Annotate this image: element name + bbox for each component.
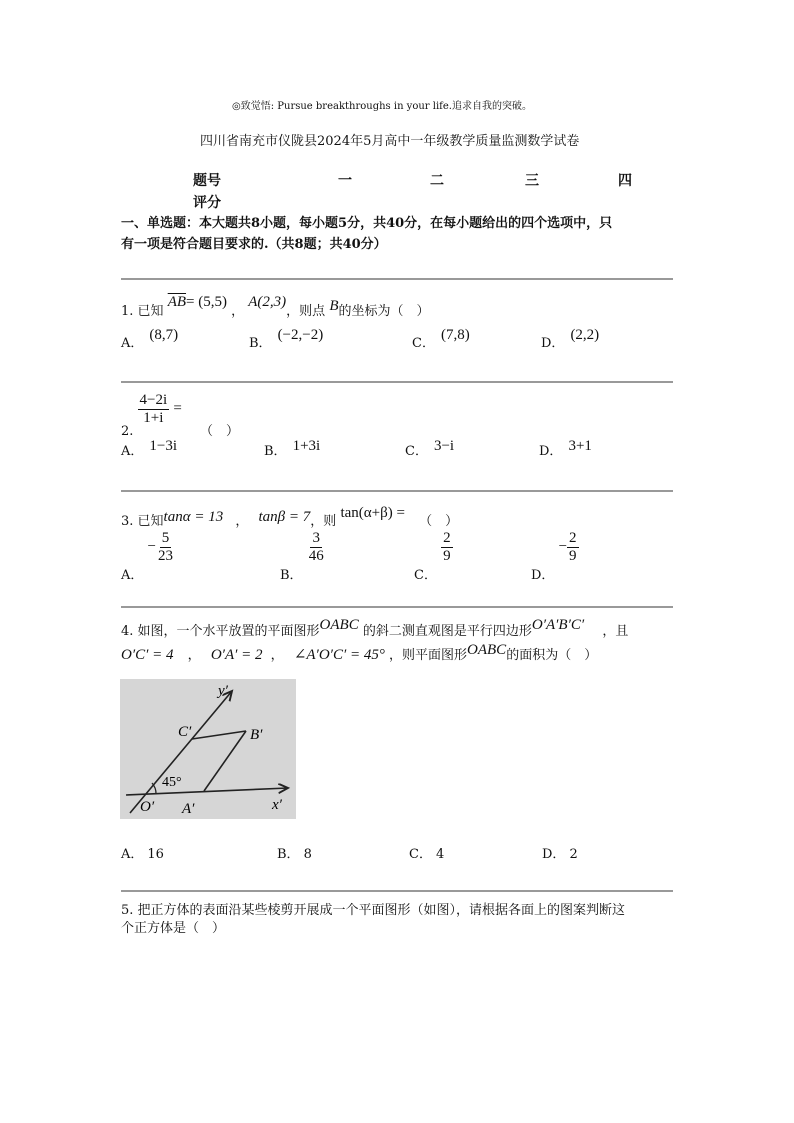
q3-option-c[interactable]: C． $\frac{2}{9}$	[414, 530, 451, 583]
score-table-col-1: 一	[338, 173, 352, 189]
q4-option-b[interactable]: B． 8	[277, 847, 312, 862]
q2-stem	[121, 392, 239, 439]
q5-stem-line2: 个正方体是（ ）	[121, 921, 226, 936]
q3-tan-sum: tan(α+β) =	[340, 505, 405, 521]
q2-option-a[interactable]: A． 1−3i	[121, 438, 178, 459]
q1-stem	[121, 294, 430, 320]
score-table-label-number: 题号	[193, 173, 221, 189]
score-table-col-2: 二	[430, 173, 444, 189]
q4-condition-oa: O′A′ = 2	[210, 647, 263, 663]
label-x: x′	[272, 797, 282, 813]
q3-option-d[interactable]: D． − $\frac{2}{9}$	[531, 530, 577, 583]
q4-option-a[interactable]: A． 16	[121, 847, 164, 862]
divider	[121, 890, 673, 892]
divider	[121, 490, 673, 492]
q4-stem-line1: 4. 如图，一个水平放置的平面图形OABC 的斜二测直观图是平行四边形O′A′B′C′ ，且	[121, 617, 629, 639]
q3-tail: （ ）	[419, 514, 459, 529]
q3-sep2: ，则	[310, 514, 337, 529]
q3-sep1: ，	[235, 514, 249, 529]
q1-option-d[interactable]: D．(2,2)	[541, 327, 600, 351]
q4-condition-angle: ∠A′O′C′ = 45°	[293, 647, 385, 663]
q3-tan-alpha: tanα = 13	[163, 509, 224, 525]
q1-point-b: B	[329, 298, 339, 314]
q2-option-d[interactable]: D． 3+1	[539, 438, 592, 459]
q2-tail: （ ）	[199, 423, 239, 439]
divider	[121, 606, 673, 608]
header-motto: ◎致觉悟: Pursue breakthroughs in your life.追求自我的突破。	[232, 101, 532, 112]
label-y: y′	[218, 683, 228, 699]
y-axis	[130, 691, 232, 813]
q2-option-b[interactable]: B． 1+3i	[264, 438, 321, 459]
q1-vector: $\overline{AB}$	[167, 294, 187, 310]
label-b: B′	[250, 727, 263, 743]
section-heading-line2: 有一项是符合题目要求的.（共8题；共40分）	[121, 237, 387, 252]
q3-number: 3. 已知	[121, 514, 164, 529]
q1-sep2: ，则点	[286, 304, 326, 319]
label-o: O′	[140, 799, 155, 815]
section-heading-line1: 一、单选题：本大题共8小题，每小题5分，共40分，在每小题给出的四个选项中，只	[121, 216, 613, 231]
q5-stem-line1: 5. 把正方体的表面沿某些棱剪开展成一个平面图形（如图），请根据各面上的图案判断这	[121, 903, 626, 918]
label-c: C′	[178, 724, 192, 740]
q1-option-a[interactable]: A．(8,7)	[121, 327, 179, 351]
q4-option-c[interactable]: C． 4	[409, 847, 445, 862]
q2-equals: =	[173, 400, 182, 417]
q4-oabc: OABC	[319, 617, 359, 633]
q2-number: 2.	[121, 423, 134, 439]
q4-condition-oc: O′C′ = 4	[121, 647, 174, 663]
q3-option-a[interactable]: A． − $\frac{5}{23}$	[121, 530, 173, 583]
q1-option-c[interactable]: C．(7,8)	[412, 327, 470, 351]
q2-fraction: $\frac{4-2i}{1+i}$	[139, 392, 168, 426]
q1-option-b[interactable]: B．(−2,−2)	[249, 327, 324, 351]
q1-point-a: A(2,3)	[248, 294, 287, 310]
q4-option-d[interactable]: D． 2	[542, 847, 578, 862]
label-a: A′	[182, 801, 195, 817]
q4-figure	[120, 679, 296, 819]
q3-option-b[interactable]: B． $\frac{3}{46}$	[280, 530, 324, 583]
page-title: 四川省南充市仪陇县2024年5月高中一年级教学质量监测数学试卷	[200, 134, 580, 149]
q1-number: 1. 已知	[121, 304, 164, 319]
q4-parallelogram: O′A′B′C′	[531, 617, 585, 633]
q1-vector-value: = (5,5)	[186, 294, 227, 310]
divider	[121, 278, 673, 280]
score-table-col-4: 四	[618, 173, 632, 189]
divider	[121, 381, 673, 383]
q4-oabc-2: OABC	[467, 642, 507, 658]
q2-option-c[interactable]: C． 3−i	[405, 438, 455, 459]
q1-sep1: ，	[231, 304, 245, 319]
score-table-col-3: 三	[525, 173, 539, 189]
score-table-label-score: 评分	[193, 195, 221, 211]
label-angle: 45°	[162, 775, 182, 790]
q4-stem-line2: O′C′ = 4 ， O′A′ = 2 ， ∠A′O′C′ = 45° ，则平面图形OABC的面积为（ ）	[121, 642, 598, 663]
q3-tan-beta: tanβ = 7	[258, 509, 311, 525]
q3-stem	[121, 505, 459, 530]
q1-tail: 的坐标为（ ）	[338, 304, 430, 319]
